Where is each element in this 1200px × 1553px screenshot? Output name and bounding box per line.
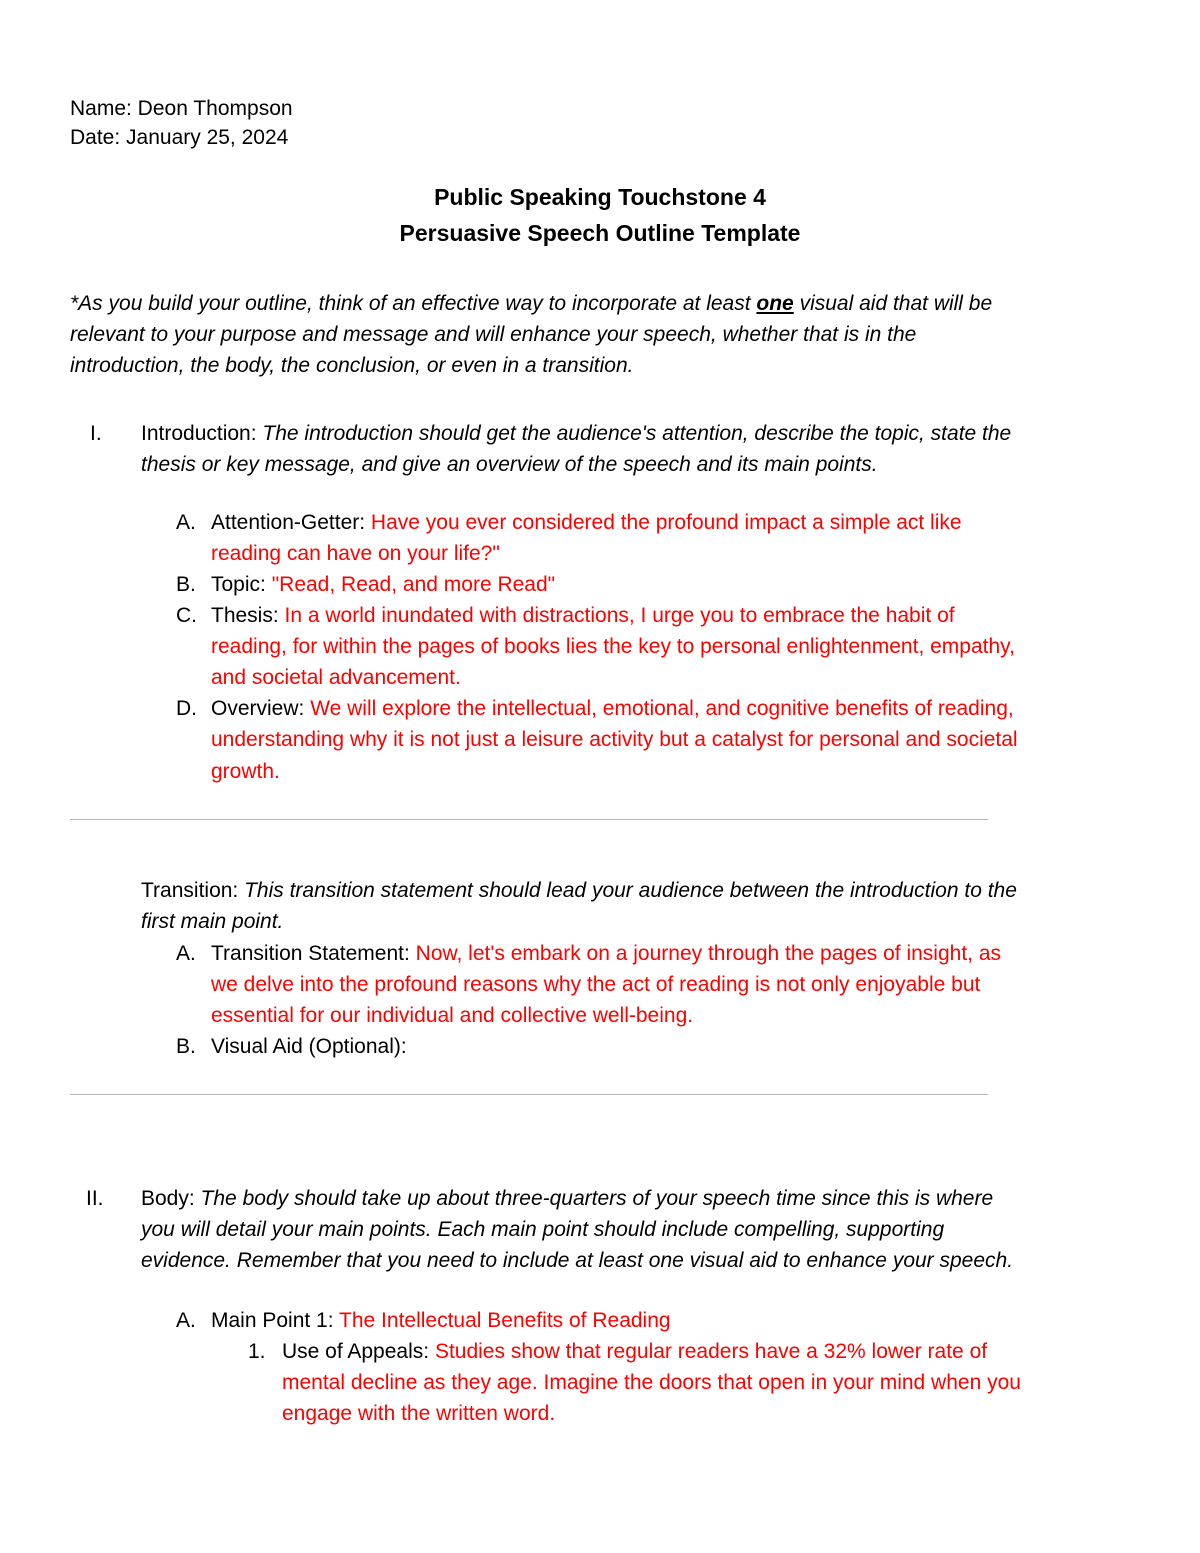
- instruction-line-2: relevant to your purpose and message and will enhance your speech, whether that is in the: [70, 323, 917, 346]
- list-marker: A.: [176, 1309, 196, 1332]
- overview-item: [211, 693, 1014, 724]
- instruction-line-3: introduction, the body, the conclusion, or even in a transition.: [70, 354, 634, 377]
- transition-description: This transition statement should lead your audience between the introduction to the: [244, 879, 1017, 902]
- instruction-text: visual aid that will be: [793, 292, 993, 315]
- instruction-emphasis: one: [756, 292, 794, 315]
- list-marker: B.: [176, 573, 196, 596]
- item-response: The Intellectual Benefits of Reading: [339, 1309, 671, 1332]
- body-description-cont: evidence. Remember that you need to include at least one visual aid to enhance your speech.: [141, 1249, 1014, 1272]
- transition-heading: [141, 875, 1017, 906]
- list-marker: A.: [176, 511, 196, 534]
- intro-description: The introduction should get the audience's attention, describe the topic, state the: [262, 422, 1012, 445]
- item-response: Have you ever considered the profound impact a simple act like: [370, 511, 962, 534]
- intro-heading: [141, 418, 1011, 449]
- item-response-cont: understanding why it is not just a leisure activity but a catalyst for personal and societal: [211, 728, 1018, 751]
- item-response-cont: engage with the written word.: [282, 1402, 556, 1425]
- instruction-line-1: [70, 288, 992, 319]
- section-divider: [70, 1094, 988, 1095]
- page-subtitle: Persuasive Speech Outline Template: [399, 220, 801, 246]
- list-marker: 1.: [248, 1340, 266, 1363]
- item-label: Main Point 1:: [211, 1309, 340, 1332]
- body-description: The body should take up about three-quarters of your speech time since this is where: [200, 1187, 994, 1210]
- item-response: "Read, Read, and more Read": [271, 573, 556, 596]
- transition-label: Transition:: [141, 879, 245, 902]
- item-label: Use of Appeals:: [282, 1340, 435, 1363]
- body-label: Body:: [141, 1187, 201, 1210]
- topic-item: [211, 569, 555, 600]
- transition-statement: [211, 938, 1001, 969]
- intro-description-cont: thesis or key message, and give an overview of the speech and its main points.: [141, 453, 878, 476]
- document-date: Date: January 25, 2024: [70, 126, 289, 149]
- item-label: Thesis:: [211, 604, 285, 627]
- item-response-cont: essential for our individual and collective well-being.: [211, 1004, 694, 1027]
- item-response-cont: we delve into the profound reasons why the act of reading is not only enjoyable but: [211, 973, 981, 996]
- item-response-cont: and societal advancement.: [211, 666, 461, 689]
- item-label: Topic:: [211, 573, 272, 596]
- instruction-text: *As you build your outline, think of an effective way to incorporate at least: [70, 292, 757, 315]
- thesis-item: [211, 600, 955, 631]
- body-description-cont: you will detail your main points. Each main point should include compelling, supporting: [141, 1218, 945, 1241]
- list-marker: B.: [176, 1035, 196, 1058]
- student-name: Name: Deon Thompson: [70, 97, 293, 120]
- item-response-cont: mental decline as they age. Imagine the doors that open in your mind when you: [282, 1371, 1021, 1394]
- intro-label: Introduction:: [141, 422, 263, 445]
- use-of-appeals: [282, 1336, 987, 1367]
- list-marker: A.: [176, 942, 196, 965]
- item-label: Attention-Getter:: [211, 511, 371, 534]
- visual-aid-item: Visual Aid (Optional):: [211, 1035, 407, 1058]
- item-response-cont: reading, for within the pages of books lies the key to personal enlightenment, empathy,: [211, 635, 1015, 658]
- section-divider: [70, 819, 988, 820]
- attention-getter: [211, 507, 962, 538]
- section-numeral: II.: [86, 1187, 104, 1210]
- item-response: We will explore the intellectual, emotional, and cognitive benefits of reading,: [310, 697, 1014, 720]
- item-response: In a world inundated with distractions, I urge you to embrace the habit of: [284, 604, 955, 627]
- item-label: Transition Statement:: [211, 942, 416, 965]
- item-response: Studies show that regular readers have a 32% lower rate of: [434, 1340, 988, 1363]
- item-response-cont: growth.: [211, 760, 280, 783]
- item-response-cont: reading can have on your life?": [211, 542, 500, 565]
- item-label: Overview:: [211, 697, 311, 720]
- item-response: Now, let's embark on a journey through the pages of insight, as: [415, 942, 1002, 965]
- body-heading: [141, 1183, 993, 1214]
- main-point-1: [211, 1305, 671, 1336]
- list-marker: C.: [176, 604, 197, 627]
- list-marker: D.: [176, 697, 197, 720]
- section-numeral: I.: [90, 422, 102, 445]
- transition-description-cont: first main point.: [141, 910, 284, 933]
- page-title: Public Speaking Touchstone 4: [434, 184, 766, 210]
